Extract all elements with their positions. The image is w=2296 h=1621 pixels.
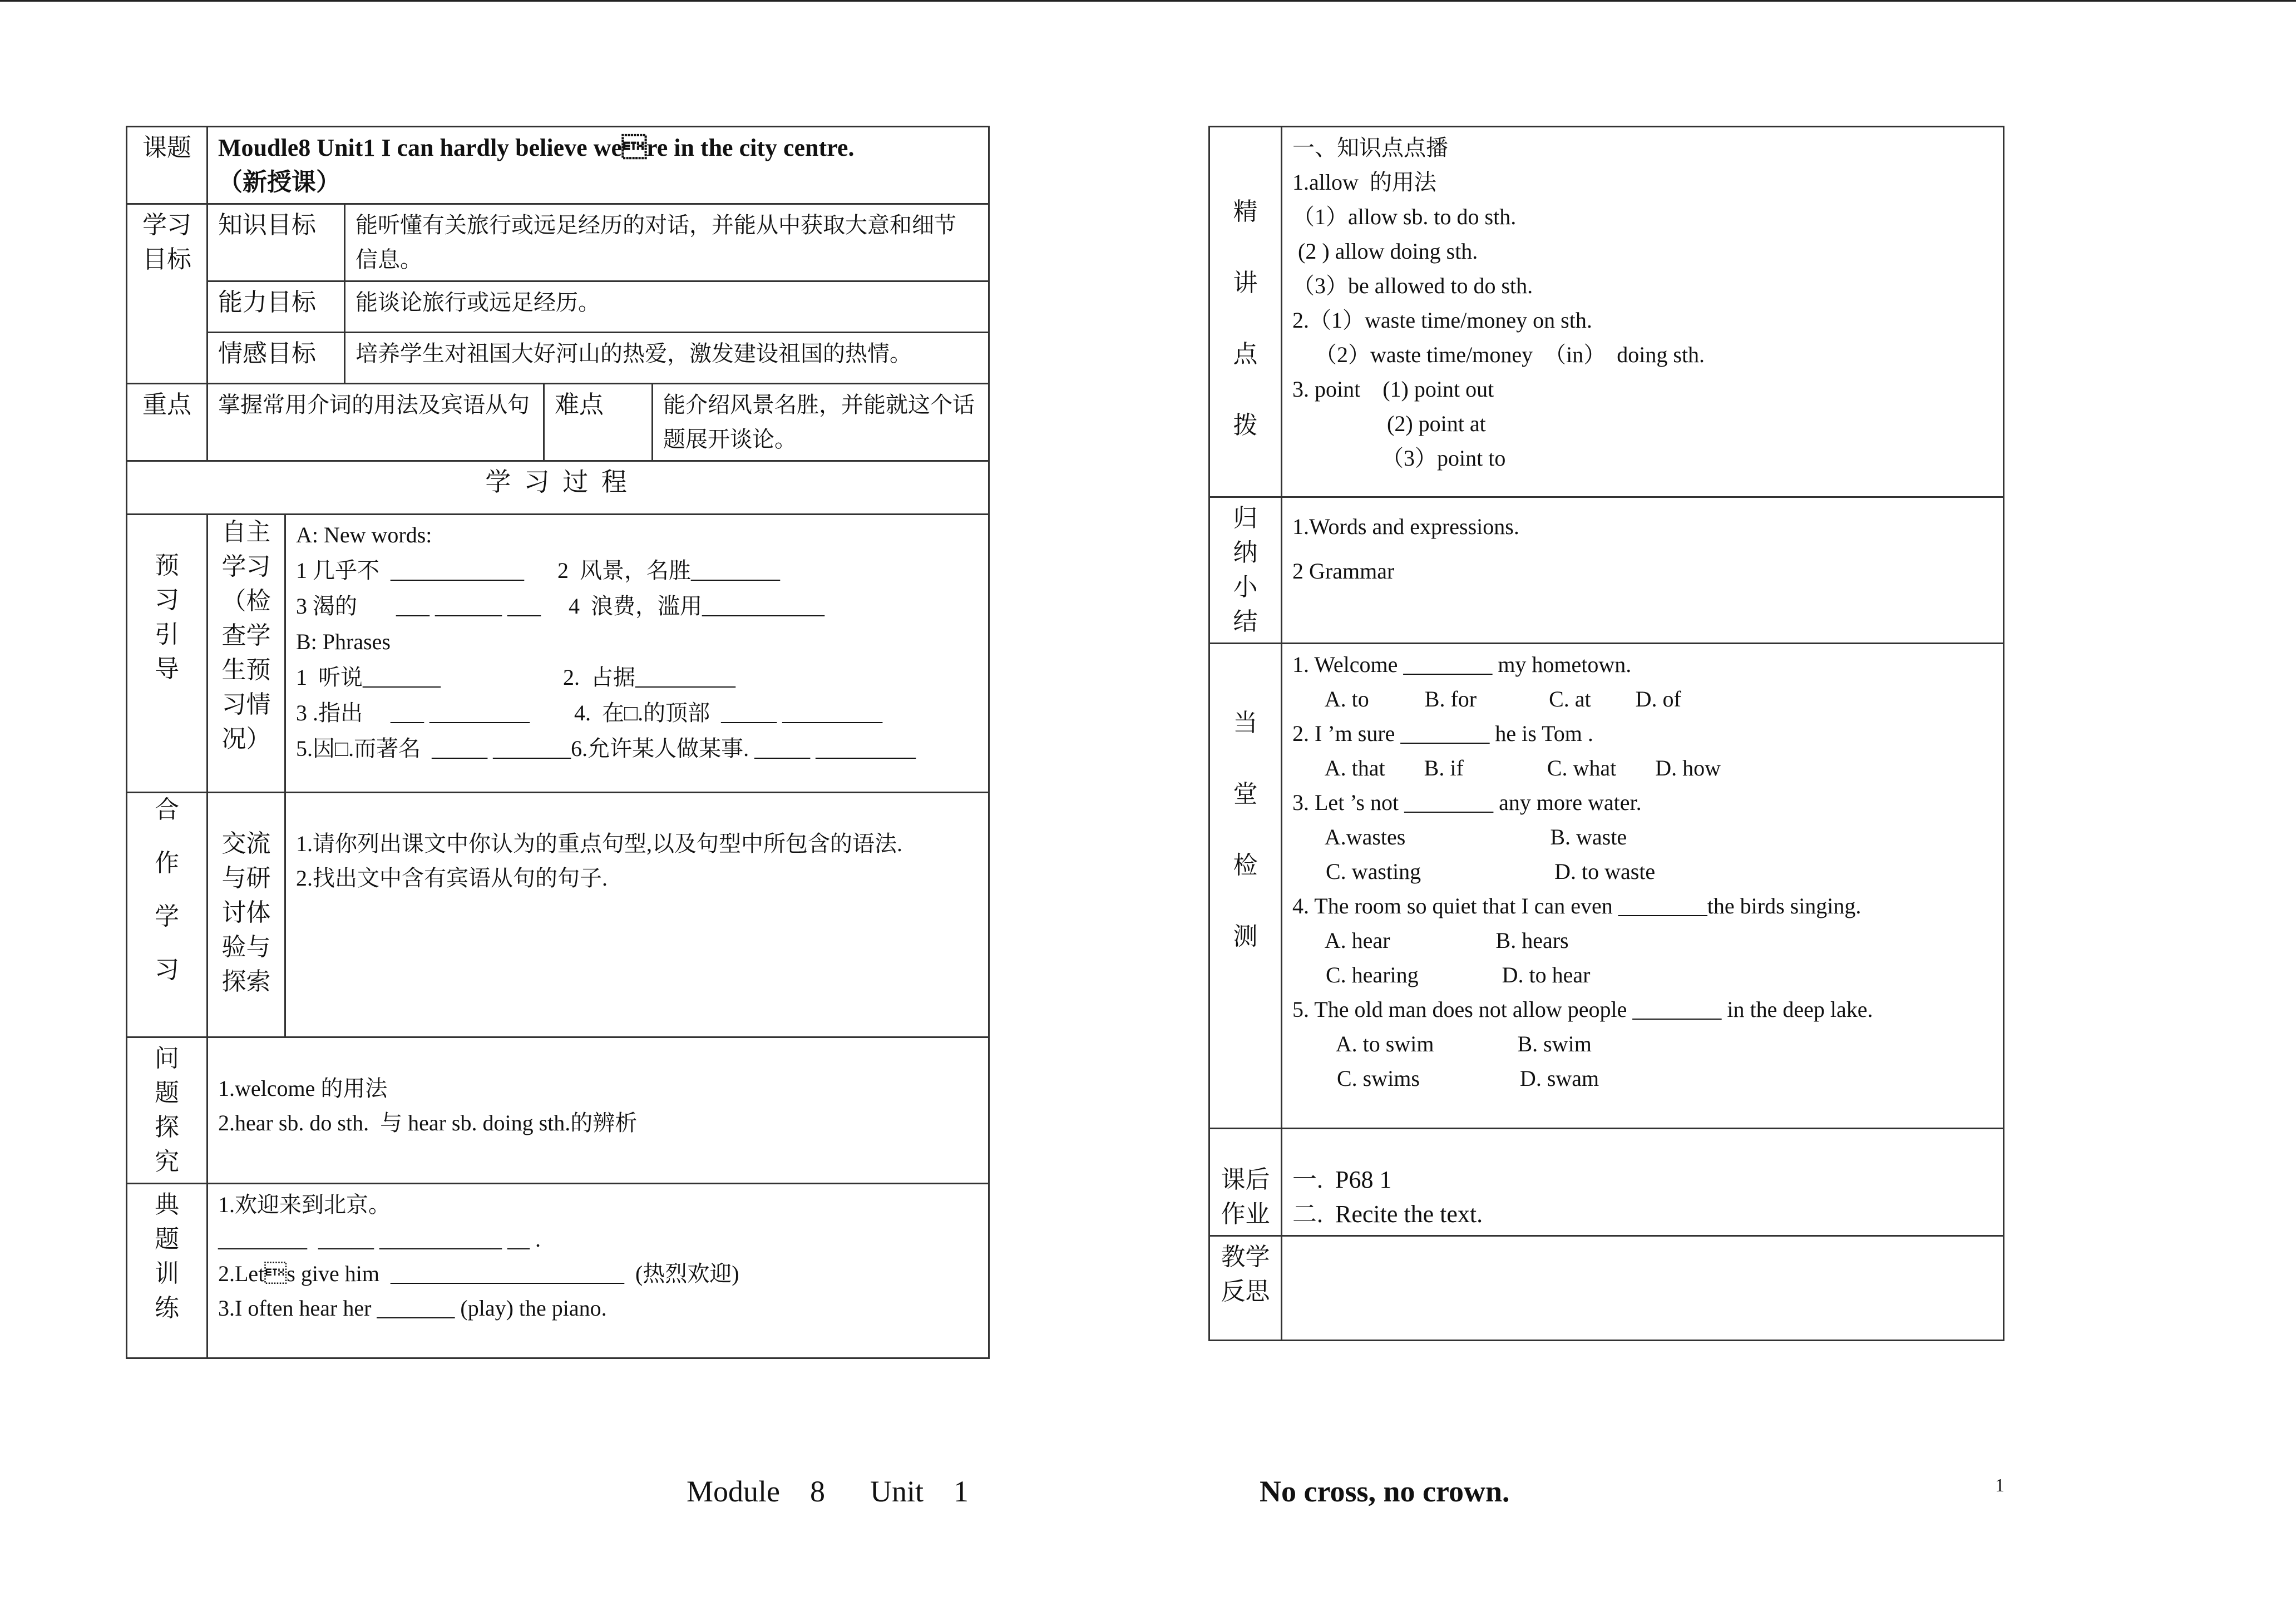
- summary-label: 归 纳 小 结: [1209, 497, 1282, 644]
- knowledge-goal-text: 能听懂有关旅行或远足经历的对话，并能从中获取大意和细节信息。: [345, 204, 989, 281]
- inquiry-label: 问 题 探 究: [127, 1037, 208, 1184]
- difficulty-label: 难点: [544, 384, 653, 461]
- emotion-goal-label: 情感目标: [208, 333, 345, 384]
- topic-cell: [208, 127, 989, 204]
- test-label: 当 堂 检 测: [1209, 644, 1282, 1129]
- training-line: 2.Lets give him _____________________ (热烈欢迎): [218, 1261, 739, 1286]
- key-point-label: 重点: [127, 384, 208, 461]
- explain-line: （3）be allowed to do sth.: [1292, 273, 1533, 298]
- inquiry-content: [208, 1037, 989, 1184]
- test-line: A. hear B. hears: [1292, 928, 1569, 953]
- key-point-text: 掌握常用介词的用法及宾语从句: [208, 384, 544, 461]
- explain-line: 3. point (1) point out: [1292, 377, 1494, 402]
- summary-line: 2 Grammar: [1292, 559, 1395, 584]
- page-number: 1: [1995, 1475, 2004, 1496]
- homework-content: [1282, 1129, 2004, 1236]
- left-lesson-table: [126, 126, 990, 1359]
- emotion-goal-text: 培养学生对祖国大好河山的热爱，激发建设祖国的热情。: [345, 333, 989, 384]
- test-line: A. to swim B. swim: [1292, 1031, 1592, 1056]
- preview-line: 1 几乎不 ____________ 2 风景，名胜________: [296, 558, 780, 583]
- training-line: 1.欢迎来到北京。: [218, 1192, 391, 1217]
- explain-line: 1.allow 的用法: [1292, 170, 1436, 195]
- knowledge-goal-label: 知识目标: [208, 204, 345, 281]
- test-line: 5. The old man does not allow people ________ in the deep lake.: [1292, 997, 1873, 1022]
- test-line: A. to B. for C. at D. of: [1292, 686, 1681, 711]
- test-line: 1. Welcome ________ my hometown.: [1292, 652, 1632, 677]
- top-border-line: [0, 0, 2296, 2]
- footer-motto: No cross, no crown.: [1260, 1475, 1510, 1508]
- cooperation-line: 1.请你列出课文中你认为的重点句型,以及句型中所包含的语法.: [296, 831, 902, 856]
- explain-line: （3）point to: [1292, 446, 1506, 471]
- cooperation-label: 合 作 学 习: [127, 793, 208, 1037]
- test-line: 4. The room so quiet that I can even ________the birds singing.: [1292, 893, 1862, 918]
- self-study-label: 自主 学习 （检 查学 生预 习情 况）: [208, 515, 285, 793]
- test-line: A. that B. if C. what D. how: [1292, 755, 1721, 780]
- explain-line: （2）waste time/money （in） doing sth.: [1292, 342, 1705, 367]
- cooperation-line: 2.找出文中含有宾语从句的句子.: [296, 866, 608, 891]
- right-lesson-table: [1208, 126, 2004, 1341]
- explain-line: 2.（1）waste time/money on sth.: [1292, 308, 1592, 333]
- inquiry-line: 2.hear sb. do sth. 与 hear sb. doing sth.的辨析: [218, 1110, 638, 1135]
- homework-line: 二. Recite the text.: [1292, 1200, 1483, 1228]
- ability-goal-text: 能谈论旅行或远足经历。: [345, 281, 989, 333]
- test-line: C. swims D. swam: [1292, 1066, 1599, 1091]
- preview-line: 3 渴的 ___ ______ ___ 4 浪费，滥用___________: [296, 594, 824, 619]
- preview-line: 1 听说_______ 2. 占据_________: [296, 665, 735, 690]
- preview-line: 5.因□.而著名 _____ _______6.允许某人做某事. _____ _________: [296, 736, 916, 761]
- training-content: [208, 1184, 989, 1358]
- explain-line: 一、知识点点播: [1292, 135, 1448, 160]
- preview-line: B: Phrases: [296, 629, 391, 654]
- difficulty-text: 能介绍风景名胜，并能就这个话题展开谈论。: [653, 384, 989, 461]
- preview-label: 预 习 引 导: [127, 515, 208, 793]
- goals-label: 学习 目标: [127, 204, 208, 384]
- test-content: [1282, 644, 2004, 1129]
- summary-content: [1282, 497, 2004, 644]
- homework-label: 课后 作业: [1209, 1129, 1282, 1236]
- lesson-title: Moudle8 Unit1 I can hardly believe were in the city centre.: [218, 134, 855, 161]
- explain-label: 精 讲 点 拨: [1209, 127, 1282, 497]
- explain-line: （1）allow sb. to do sth.: [1292, 204, 1517, 229]
- training-line: 3.I often hear her _______ (play) the piano.: [218, 1296, 607, 1321]
- test-line: C. wasting D. to waste: [1292, 859, 1656, 884]
- lesson-type: （新授课）: [218, 169, 340, 196]
- explain-line: (2) point at: [1292, 411, 1486, 436]
- test-line: A.wastes B. waste: [1292, 824, 1627, 849]
- reflection-label: 教学 反思: [1209, 1236, 1282, 1341]
- ability-goal-label: 能力目标: [208, 281, 345, 333]
- test-line: 3. Let ’s not ________ any more water.: [1292, 790, 1642, 815]
- summary-line: 1.Words and expressions.: [1292, 514, 1519, 539]
- test-line: 2. I ’m sure ________ he is Tom .: [1292, 721, 1593, 746]
- cooperation-content: [285, 793, 989, 1037]
- process-heading: 学 习 过 程: [127, 461, 989, 515]
- reflection-content: [1282, 1236, 2004, 1341]
- preview-content: [285, 515, 989, 793]
- footer-module: Module 8 Unit 1: [687, 1475, 969, 1508]
- training-line: ________ _____ ___________ __ .: [218, 1227, 541, 1252]
- preview-line: 3 .指出 ___ _________ 4. 在□.的顶部 _____ _________: [296, 700, 883, 725]
- exchange-label: 交流 与研 讨体 验与 探索: [208, 793, 285, 1037]
- explain-content: [1282, 127, 2004, 497]
- explain-line: (2 ) allow doing sth.: [1292, 239, 1478, 264]
- training-label: 典 题 训 练: [127, 1184, 208, 1358]
- homework-line: 一. P68 1: [1292, 1166, 1392, 1193]
- inquiry-line: 1.welcome 的用法: [218, 1076, 388, 1101]
- test-line: C. hearing D. to hear: [1292, 962, 1591, 987]
- topic-label: 课题: [127, 127, 208, 204]
- preview-line: A: New words:: [296, 522, 432, 547]
